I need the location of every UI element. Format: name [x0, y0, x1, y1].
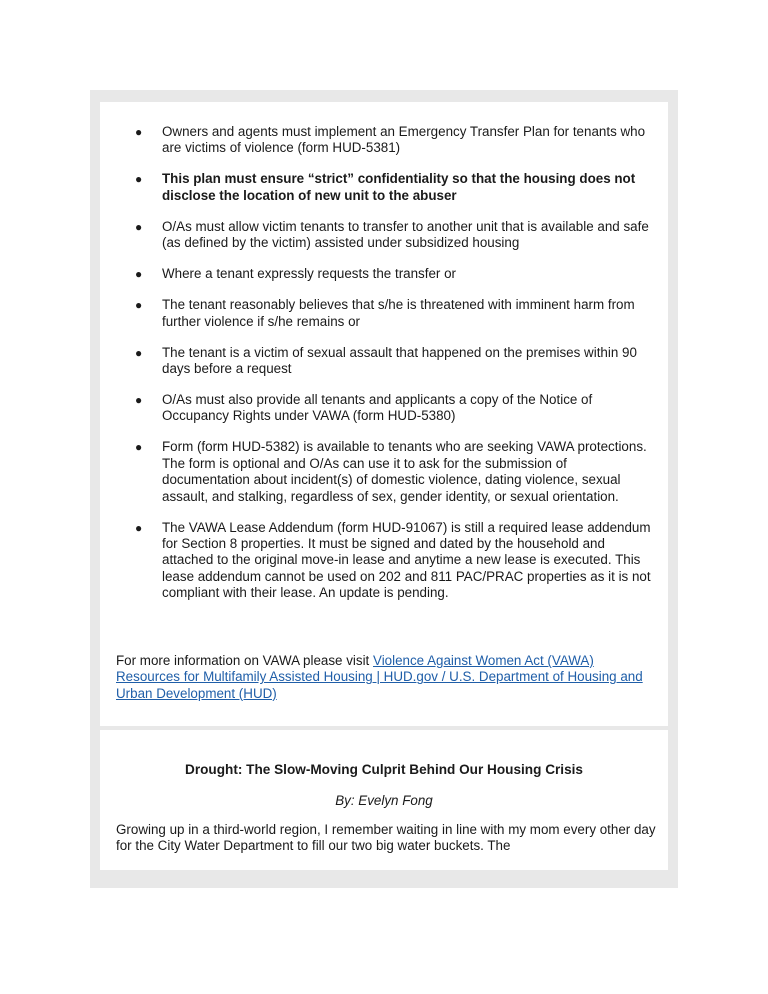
- bullet-item: ● The VAWA Lease Addendum (form HUD-91067) is still a required lease addendum for Section 8 properties. It must be signed and dated by the household and attached to the original move-in lease and anytime a new lease is executed. This lease addendum cannot be used on 202 and 811 PAC/PRAC properties as it is not compliant with their lease. An update is pending.: [135, 519, 651, 601]
- bullet-icon: ●: [135, 219, 143, 234]
- article-title: Drought: The Slow-Moving Culprit Behind Our Housing Crisis: [185, 762, 583, 777]
- bullet-icon: ●: [135, 172, 143, 187]
- bullet-item: ● Owners and agents must implement an Emergency Transfer Plan for tenants who are victims of violence (form HUD-5381): [135, 124, 646, 156]
- bullet-item: ● The tenant reasonably believes that s/he is threatened with imminent harm from further violence if s/he remains or: [135, 297, 635, 329]
- more-info-prefix: For more information on VAWA please visit: [116, 653, 373, 668]
- bullet-icon: ●: [135, 125, 143, 139]
- bullet-icon: ●: [135, 440, 143, 455]
- bullet-icon: ●: [135, 345, 143, 360]
- bullet-item: ● The tenant is a victim of sexual assault that happened on the premises within 90 days before a request: [135, 344, 637, 377]
- vawa-bullet-list: [116, 124, 656, 616]
- article-byline: By: Evelyn Fong: [335, 793, 433, 808]
- vawa-resources-link[interactable]: Violence Against Women Act (VAWA) Resources for Multifamily Assisted Housing | HUD.gov / U.S. Department of Housing and Urban Development (HUD): [116, 653, 643, 701]
- bullet-icon: ●: [135, 298, 143, 313]
- bullet-item: ● This plan must ensure “strict” confidentiality so that the housing does not disclose the location of new unit to the abuser: [135, 171, 636, 203]
- bullet-icon: ●: [135, 393, 143, 408]
- more-info-paragraph: [116, 653, 656, 702]
- bullet-item: ● Where a tenant expressly requests the transfer or: [135, 266, 456, 282]
- bullet-item: ● O/As must allow victim tenants to transfer to another unit that is available and safe (as defined by the victim) assisted under subsidized housing: [135, 218, 649, 251]
- bullet-item: ● Form (form HUD-5382) is available to tenants who are seeking VAWA protections. The form is optional and O/As can use it to ask for the submission of documentation about incident(s) of domestic violence, dating violence, sexual assault, and stalking, regardless of sex, gender identity, or sexual orientation.: [135, 439, 647, 504]
- bullet-icon: ●: [135, 520, 143, 535]
- article-intro: Growing up in a third-world region, I remember waiting in line with my mom every other day for the City Water Department to fill our two big water buckets. The: [116, 822, 656, 854]
- bullet-icon: ●: [135, 267, 143, 282]
- bullet-item: ● O/As must also provide all tenants and applicants a copy of the Notice of Occupancy Rights under VAWA (form HUD-5380): [135, 392, 593, 424]
